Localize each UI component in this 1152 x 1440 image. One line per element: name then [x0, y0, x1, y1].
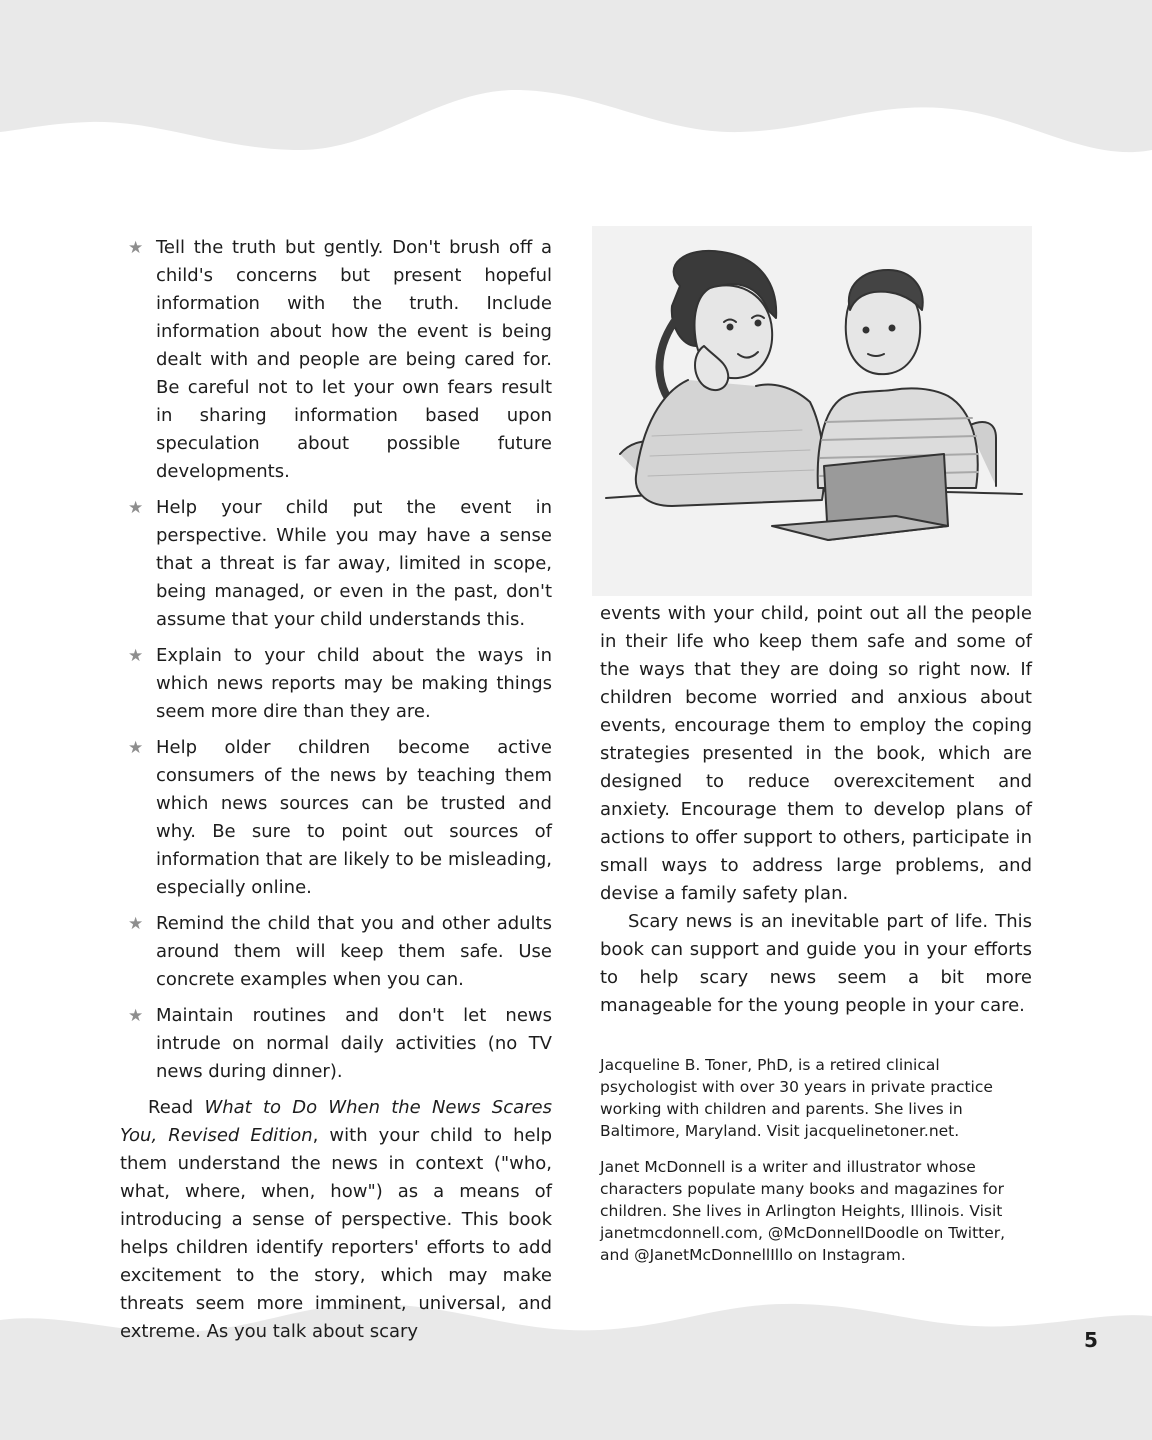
top-wave-border: [0, 0, 1152, 180]
tip-item: [120, 642, 552, 726]
page-number: 5: [1084, 1328, 1098, 1352]
tip-text: Remind the child that you and other adults around them will keep them safe. Use concrete examples when you can.: [156, 913, 552, 990]
star-icon: ★: [128, 738, 144, 758]
tip-text: Explain to your child about the ways in which news reports may be making things seem more dire than they are.: [156, 645, 552, 722]
author-bios: [600, 1054, 1032, 1266]
illustrator-bio: Janet McDonnell is a writer and illustrator whose characters populate many books and magazines for children. She lives in Arlington Heights, Illinois. Visit janetmcdonnell.com, @McDonnellDoodle on Twitter, and @JanetMcDonnellIllo on Instagram.: [600, 1158, 1006, 1264]
intro-paragraph: [120, 1094, 552, 1346]
tip-text: Maintain routines and don't let news intrude on normal daily activities (no TV news during dinner).: [156, 1005, 552, 1082]
tip-item: [120, 910, 552, 994]
star-icon: ★: [128, 646, 144, 666]
illustration-mother-and-child-at-laptop: [592, 226, 1032, 596]
tip-text: Help older children become active consumers of the news by teaching them which news sources can be trusted and why. Be sure to point out sources of information that are likely to be misleading, especially online.: [156, 737, 552, 898]
tip-item: [120, 734, 552, 902]
star-icon: ★: [128, 238, 144, 258]
intro-rest: , with your child to help them understand the news in context ("who, what, where, when, how") as a means of introducing a sense of perspective. This book helps children identify reporters' efforts to add excitement to the story, which may make threats seem more imminent, universal, and extreme. As you talk about scary: [120, 1125, 552, 1342]
star-icon: ★: [128, 914, 144, 934]
author-bio: Jacqueline B. Toner, PhD, is a retired clinical psychologist with over 30 years in private practice working with children and parents. She lives in Baltimore, Maryland. Visit jacquelinetoner.net.: [600, 1056, 993, 1140]
continued-paragraph: events with your child, point out all the people in their life who keep them safe and some of the ways that they are doing so right now. If children become worried and anxious about events, encourage them to employ the coping strategies presented in the book, which are designed to reduce overexcitement and anxiety. Encourage them to develop plans of actions to offer support to others, participate in small ways to address large problems, and devise a family safety plan.: [600, 603, 1032, 904]
tip-item: [120, 234, 552, 486]
left-column: [120, 234, 552, 1346]
star-icon: ★: [128, 498, 144, 518]
right-column: [600, 600, 1032, 1280]
book-title: What to Do When the News Scares You, Revised Edition: [120, 1097, 552, 1146]
tip-item: [120, 1002, 552, 1086]
intro-lead: Read: [148, 1097, 205, 1118]
closing-paragraph: Scary news is an inevitable part of life. This book can support and guide you in your efforts to help scary news seem a bit more manageable for the young people in your care.: [600, 911, 1032, 1016]
tip-text: Tell the truth but gently. Don't brush off a child's concerns but present hopeful information with the truth. Include information about how the event is being dealt with and people are being cared for. Be careful not to let your own fears result in sharing information based upon speculation about possible future developments.: [156, 237, 552, 482]
tip-text: Help your child put the event in perspective. While you may have a sense that a threat is far away, limited in scope, being managed, or even in the past, don't assume that your child understands this.: [156, 497, 552, 630]
tip-item: [120, 494, 552, 634]
star-icon: ★: [128, 1006, 144, 1026]
illustration-drawing: [592, 226, 1032, 596]
tips-list: [120, 234, 552, 1086]
